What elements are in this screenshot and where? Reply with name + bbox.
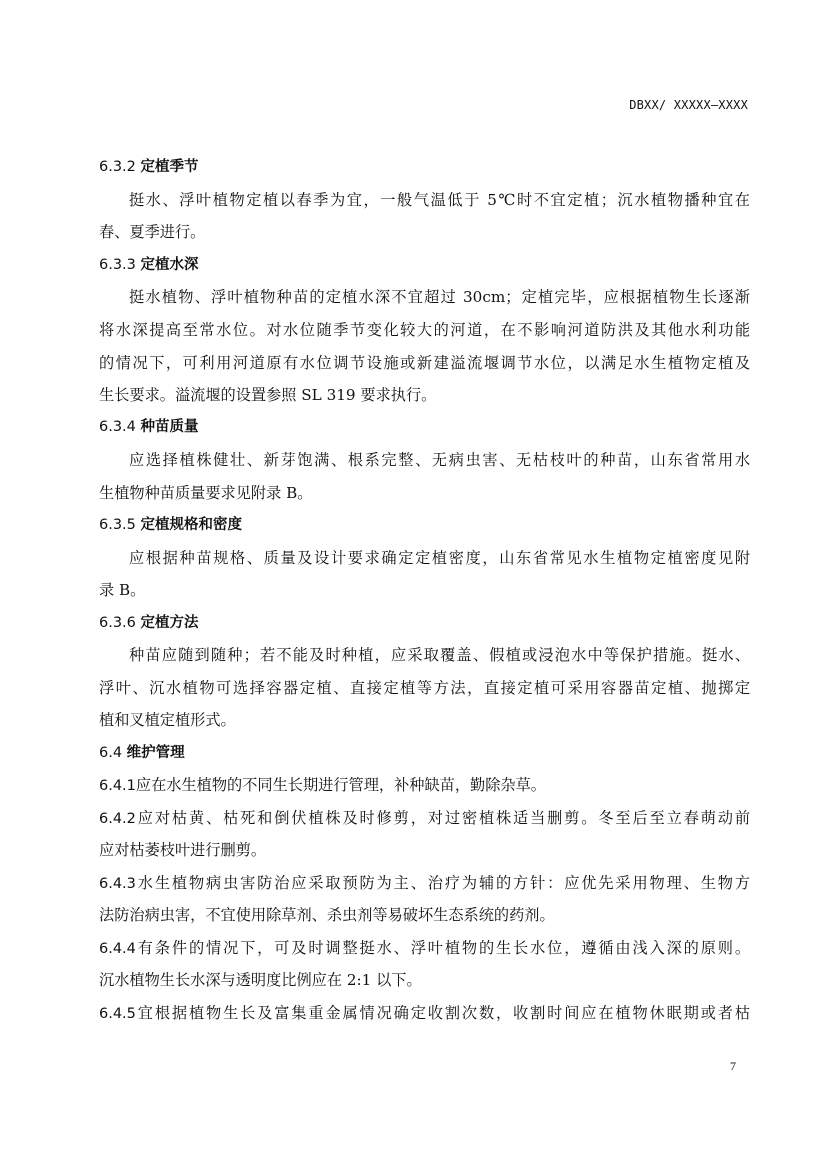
document-code-header: DBXX/ XXXXX—XXXX [629, 98, 748, 112]
clause-6-4-1 [99, 775, 546, 796]
section-title: 定植方法 [140, 615, 199, 631]
section-heading-6-4 [99, 743, 185, 763]
section-number: 6.4 [99, 745, 123, 761]
paragraph-line: 植和叉植定植形式。 [99, 711, 236, 729]
paragraph-line: 生植物种苗质量要求见附录 B。 [99, 484, 313, 502]
section-heading-6-3-5 [99, 515, 242, 535]
section-number: 6.3.4 [99, 419, 136, 435]
paragraph-line: 应选择植株健壮、新芽饱满、根系完整、无病虫害、无枯枝叶的种苗，山东省常用水 [129, 451, 750, 469]
section-title: 维护管理 [126, 745, 185, 761]
section-heading-6-3-2 [99, 157, 199, 177]
paragraph-line: 种苗应随到随种；若不能及时种植，应采取覆盖、假植或浸泡水中等保护措施。挺水、 [129, 646, 750, 664]
paragraph-line: 法防治病虫害，不宜使用除草剂、杀虫剂等易破坏生态系统的药剂。 [99, 906, 555, 924]
clause-text: 应对枯黄、枯死和倒伏植株及时修剪，对过密植株适当删剪。冬至后至立春萌动前 [135, 809, 750, 827]
paragraph-line: 浮叶、沉水植物可选择容器定植、直接定植等方法，直接定植可采用容器苗定植、抛掷定 [99, 679, 750, 697]
clause-text: 宜根据植物生长及富集重金属情况确定收割次数，收割时间应在植物休眠期或者枯 [135, 1004, 750, 1022]
paragraph-line: 的情况下，可利用河道原有水位调节设施或新建溢流堰调节水位，以满足水生植物定植及 [99, 354, 750, 372]
paragraph-line: 春、夏季进行。 [99, 223, 206, 241]
clause-number: 6.4.1 [99, 778, 136, 794]
section-number: 6.3.5 [99, 517, 136, 533]
clause-6-4-2 [99, 808, 750, 829]
paragraph-line: 应对枯萎枝叶进行删剪。 [99, 841, 267, 859]
section-title: 定植规格和密度 [140, 517, 243, 533]
section-heading-6-3-3 [99, 255, 199, 275]
paragraph-line: 应根据种苗规格、质量及设计要求确定定植密度，山东省常见水生植物定植密度见附 [129, 549, 750, 567]
paragraph-line: 录 B。 [99, 581, 146, 599]
clause-number: 6.4.3 [99, 876, 136, 892]
paragraph-line: 挺水植物、浮叶植物种苗的定植水深不宜超过 30cm；定植完毕，应根据植物生长逐渐 [129, 288, 750, 306]
paragraph-line: 生长要求。溢流堰的设置参照 SL 319 要求执行。 [99, 386, 437, 404]
clause-6-4-5 [99, 1003, 750, 1024]
section-number: 6.3.2 [99, 159, 136, 175]
section-number: 6.3.6 [99, 615, 136, 631]
section-heading-6-3-4 [99, 417, 199, 437]
clause-number: 6.4.4 [99, 941, 136, 957]
section-heading-6-3-6 [99, 613, 199, 633]
clause-6-4-4 [99, 938, 750, 959]
paragraph-line: 沉水植物生长水深与透明度比例应在 2:1 以下。 [99, 971, 422, 989]
section-number: 6.3.3 [99, 257, 136, 273]
page-number: 7 [730, 1059, 736, 1073]
clause-text: 水生植物病虫害防治应采取预防为主、治疗为辅的方针：应优先采用物理、生物方 [135, 874, 750, 892]
clause-6-4-3 [99, 873, 750, 894]
clause-text: 有条件的情况下，可及时调整挺水、浮叶植物的生长水位，遵循由浅入深的原则。 [135, 939, 750, 957]
clause-number: 6.4.5 [99, 1006, 136, 1022]
section-title: 定植季节 [140, 159, 199, 175]
section-title: 定植水深 [140, 257, 199, 273]
clause-number: 6.4.2 [99, 811, 136, 827]
paragraph-line: 将水深提高至常水位。对水位随季节变化较大的河道，在不影响河道防洪及其他水利功能 [99, 321, 750, 339]
clause-text: 应在水生植物的不同生长期进行管理，补种缺苗，勤除杂草。 [135, 776, 546, 794]
section-title: 种苗质量 [140, 419, 199, 435]
paragraph-line: 挺水、浮叶植物定植以春季为宜，一般气温低于 5℃时不宜定植；沉水植物播种宜在 [129, 191, 750, 209]
